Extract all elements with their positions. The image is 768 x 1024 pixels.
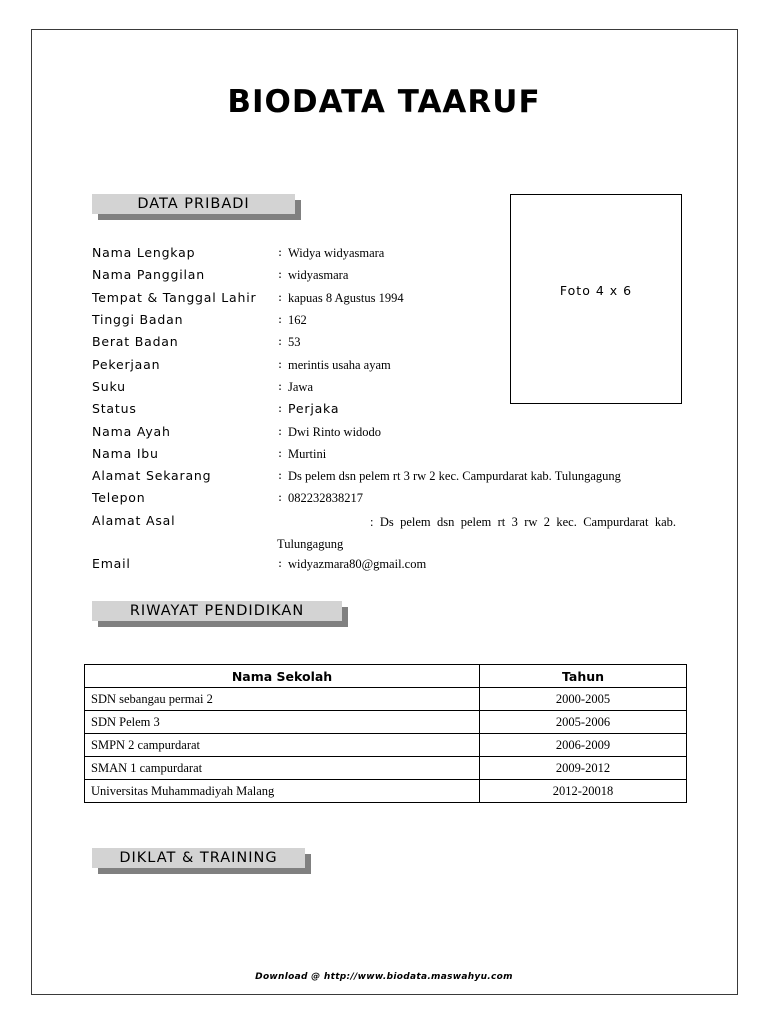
field-nama-ayah: [92, 424, 692, 444]
field-label: Alamat Asal: [92, 513, 176, 528]
field-alamat-asal-value-line2: Tulungagung: [277, 537, 344, 551]
document-title: BIODATA TAARUF: [227, 84, 541, 120]
table-header-row: [85, 665, 687, 688]
field-value: Dwi Rinto widodo: [288, 425, 382, 439]
field-alamat-asal-value-line1: : Ds pelem dsn pelem rt 3 rw 2 kec. Campurdarat kab.: [370, 515, 676, 529]
field-value: Perjaka: [288, 401, 340, 416]
field-label: Alamat Sekarang: [92, 468, 212, 483]
field-colon: :: [278, 424, 283, 438]
education-table: [84, 664, 687, 803]
field-value: merintis usaha ayam: [288, 358, 391, 372]
section-header-label: DIKLAT & TRAINING: [92, 848, 305, 868]
field-status: [92, 401, 692, 421]
field-label: Pekerjaan: [92, 357, 161, 372]
column-header-tahun: Tahun: [480, 665, 687, 688]
field-value: widyazmara80@gmail.com: [288, 557, 427, 571]
field-tinggi-badan: [92, 312, 692, 332]
table-row: [85, 757, 687, 780]
field-colon: :: [278, 245, 283, 259]
year-cell: 2012-20018: [480, 780, 687, 803]
year-cell: 2000-2005: [480, 688, 687, 711]
table-row: [85, 688, 687, 711]
field-label: Berat Badan: [92, 334, 179, 349]
field-colon: :: [278, 357, 283, 371]
field-value: 53: [288, 335, 301, 349]
school-cell: SDN Pelem 3: [85, 711, 480, 734]
field-pekerjaan: [92, 357, 692, 377]
field-value: Widya widyasmara: [288, 246, 385, 260]
field-email: [92, 556, 692, 576]
field-colon: :: [278, 312, 283, 326]
field-value: 162: [288, 313, 307, 327]
field-value: Ds pelem dsn pelem rt 3 rw 2 kec. Campurdarat kab. Tulungagung: [288, 469, 621, 483]
field-label: Status: [92, 401, 137, 416]
field-label: Nama Lengkap: [92, 245, 196, 260]
field-value: Jawa: [288, 380, 313, 394]
section-header-riwayat-pendidikan: [92, 601, 342, 621]
field-colon: :: [278, 468, 283, 482]
year-cell: 2009-2012: [480, 757, 687, 780]
field-label: Tinggi Badan: [92, 312, 184, 327]
field-label: Nama Ayah: [92, 424, 171, 439]
photo-label: Foto 4 x 6: [559, 283, 633, 298]
field-colon: :: [278, 379, 283, 393]
year-cell: 2006-2009: [480, 734, 687, 757]
field-label: Nama Ibu: [92, 446, 159, 461]
field-berat-badan: [92, 334, 692, 354]
table-row: [85, 734, 687, 757]
field-colon: :: [278, 490, 283, 504]
field-value: 082232838217: [288, 491, 363, 505]
table-row: [85, 780, 687, 803]
field-colon: :: [278, 446, 283, 460]
field-alamat-sekarang: [92, 468, 692, 488]
field-label: Tempat & Tanggal Lahir: [92, 290, 257, 305]
column-header-nama-sekolah: Nama Sekolah: [85, 665, 480, 688]
field-value: widyasmara: [288, 268, 349, 282]
field-colon: :: [278, 556, 283, 570]
field-value: Murtini: [288, 447, 327, 461]
field-colon: :: [278, 267, 283, 281]
table-row: [85, 711, 687, 734]
field-label: Telepon: [92, 490, 146, 505]
field-nama-ibu: [92, 446, 692, 466]
field-nama-panggilan: [92, 267, 692, 287]
field-colon: :: [278, 401, 283, 415]
field-value: kapuas 8 Agustus 1994: [288, 291, 404, 305]
school-cell: SDN sebangau permai 2: [85, 688, 480, 711]
field-telepon: [92, 490, 692, 510]
field-tempat-tanggal-lahir: [92, 290, 692, 310]
section-header-data-pribadi: [92, 194, 295, 214]
section-header-diklat-training: [92, 848, 305, 868]
section-header-label: RIWAYAT PENDIDIKAN: [92, 601, 342, 621]
field-colon: :: [278, 290, 283, 304]
school-cell: SMAN 1 campurdarat: [85, 757, 480, 780]
field-suku: [92, 379, 692, 399]
field-label: Nama Panggilan: [92, 267, 205, 282]
field-nama-lengkap: [92, 245, 692, 265]
year-cell: 2005-2006: [480, 711, 687, 734]
field-label: Email: [92, 556, 131, 571]
school-cell: SMPN 2 campurdarat: [85, 734, 480, 757]
school-cell: Universitas Muhammadiyah Malang: [85, 780, 480, 803]
footer-download-link[interactable]: Download @ http://www.biodata.maswahyu.com: [255, 972, 513, 982]
section-header-label: DATA PRIBADI: [92, 194, 295, 214]
field-label: Suku: [92, 379, 126, 394]
field-colon: :: [278, 334, 283, 348]
